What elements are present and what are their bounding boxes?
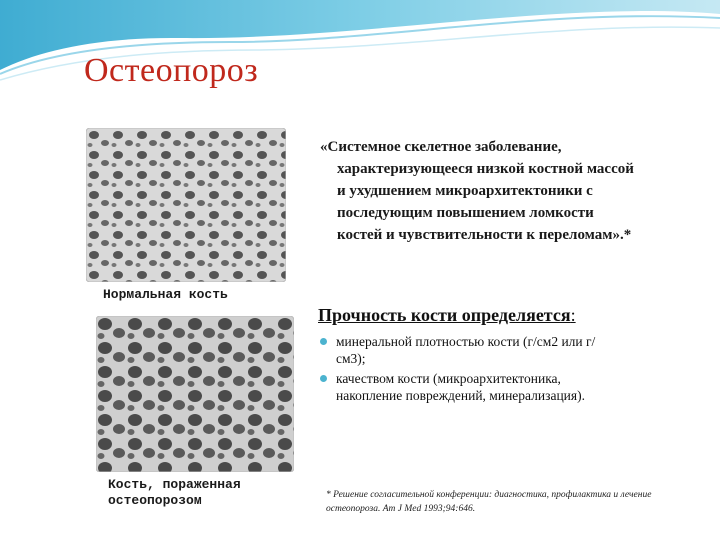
normal-bone-image [86,128,286,282]
strength-heading-text: Прочность кости определяется [318,305,571,325]
definition-line: последующим повышением ломкости [337,205,594,221]
definition-line: «Системное скелетное заболевание, [320,139,562,155]
list-item [320,370,620,404]
strength-heading [318,305,576,326]
slide-title: Остеопороз [84,52,259,89]
list-item-text: качеством кости (микроархитектоника, накопление повреждений, минерализация). [336,371,585,403]
bullet-icon [320,375,327,382]
definition-line: костей и чувствительности к переломам».* [337,227,632,243]
list-item [320,333,620,367]
osteoporosis-definition [320,136,680,246]
definition-line: характеризующееся низкой костной массой [337,161,634,177]
footnote: * Решение согласительной конференции: диагностика, профилактика и лечение остеопороза. Am J Med 1993;94:646. [326,490,652,514]
normal-bone-caption: Нормальная кость [103,287,228,302]
strength-heading-colon: : [570,305,576,325]
strength-factors-list [320,333,620,407]
osteoporotic-bone-caption: Кость, пораженная остеопорозом [108,477,241,508]
bullet-icon [320,338,327,345]
definition-line: и ухудшением микроархитектоники с [337,183,593,199]
osteoporotic-bone-image [96,316,294,472]
list-item-text: минеральной плотностью кости (г/см2 или г/см3); [336,334,596,366]
